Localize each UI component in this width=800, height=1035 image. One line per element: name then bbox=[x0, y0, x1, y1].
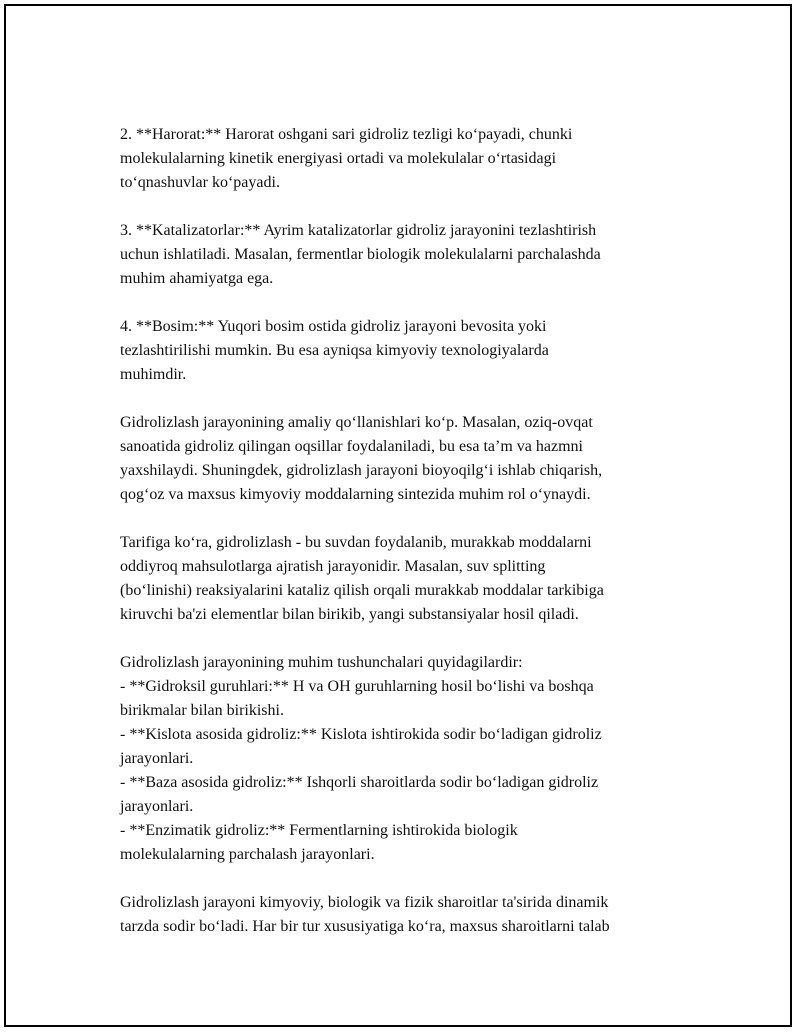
document-body bbox=[120, 123, 700, 963]
text-line: tezlashtirilishi mumkin. Bu esa ayniqsa kimyoviy texnologiyalarda bbox=[120, 342, 549, 359]
document-page bbox=[4, 4, 792, 1027]
text-line: Gidrolizlash jarayonining amaliy qo‘llanishlari ko‘p. Masalan, oziq-ovqat bbox=[120, 414, 593, 431]
text-line: sanoatida gidroliz qilingan oqsillar foydalaniladi, bu esa ta’m va hazmni bbox=[120, 438, 583, 455]
text-line: jarayonlari. bbox=[120, 798, 194, 815]
paragraph-temperature bbox=[120, 123, 700, 195]
text-line: Gidrolizlash jarayoni kimyoviy, biologik va fizik sharoitlar ta'sirida dinamik bbox=[120, 894, 609, 911]
paragraph-definition bbox=[120, 531, 700, 627]
text-line: 3. **Katalizatorlar:** Ayrim katalizatorlar gidroliz jarayonini tezlashtirish bbox=[120, 222, 597, 239]
text-line: to‘qnashuvlar ko‘payadi. bbox=[120, 174, 280, 191]
text-line: uchun ishlatiladi. Masalan, fermentlar biologik molekulalarni parchalashda bbox=[120, 246, 601, 263]
text-line: - **Enzimatik gidroliz:** Fermentlarning ishtirokida biologik bbox=[120, 822, 518, 839]
text-line: Gidrolizlash jarayonining muhim tushunchalari quyidagilardir: bbox=[120, 654, 523, 671]
text-line: 2. **Harorat:** Harorat oshgani sari gidroliz tezligi ko‘payadi, chunki bbox=[120, 126, 573, 143]
paragraph-applications bbox=[120, 411, 700, 507]
text-line: jarayonlari. bbox=[120, 750, 194, 767]
paragraph-concepts bbox=[120, 651, 700, 867]
text-line: - **Baza asosida gidroliz:** Ishqorli sharoitlarda sodir bo‘ladigan gidroliz bbox=[120, 774, 599, 791]
text-line: muhimdir. bbox=[120, 366, 187, 383]
paragraph-conclusion bbox=[120, 891, 700, 939]
paragraph-pressure bbox=[120, 315, 700, 387]
text-line: - **Kislota asosida gidroliz:** Kislota ishtirokida sodir bo‘ladigan gidroliz bbox=[120, 726, 602, 743]
text-line: muhim ahamiyatga ega. bbox=[120, 270, 274, 287]
text-line: Tarifiga ko‘ra, gidrolizlash - bu suvdan foydalanib, murakkab moddalarni bbox=[120, 534, 592, 551]
text-line: molekulalarning parchalash jarayonlari. bbox=[120, 846, 375, 863]
text-line: - **Gidroksil guruhlari:** H va OH guruhlarning hosil bo‘lishi va boshqa bbox=[120, 678, 594, 695]
text-line: oddiyroq mahsulotlarga ajratish jarayonidir. Masalan, suv splitting bbox=[120, 558, 546, 575]
paragraph-catalysts bbox=[120, 219, 700, 291]
text-line: (bo‘linishi) reaksiyalarini kataliz qilish orqali murakkab moddalar tarkibiga bbox=[120, 582, 604, 599]
text-line: yaxshilaydi. Shuningdek, gidrolizlash jarayoni bioyoqilg‘i ishlab chiqarish, bbox=[120, 462, 603, 479]
text-line: tarzda sodir bo‘ladi. Har bir tur xususiyatiga ko‘ra, maxsus sharoitlarni talab bbox=[120, 918, 610, 935]
text-line: birikmalar bilan birikishi. bbox=[120, 702, 284, 719]
text-line: molekulalarning kinetik energiyasi ortadi va molekulalar o‘rtasidagi bbox=[120, 150, 557, 167]
text-line: 4. **Bosim:** Yuqori bosim ostida gidroliz jarayoni bevosita yoki bbox=[120, 318, 547, 335]
text-line: kiruvchi ba'zi elementlar bilan birikib, yangi substansiyalar hosil qiladi. bbox=[120, 606, 579, 623]
text-line: qog‘oz va maxsus kimyoviy moddalarning sintezida muhim rol o‘ynaydi. bbox=[120, 486, 591, 503]
